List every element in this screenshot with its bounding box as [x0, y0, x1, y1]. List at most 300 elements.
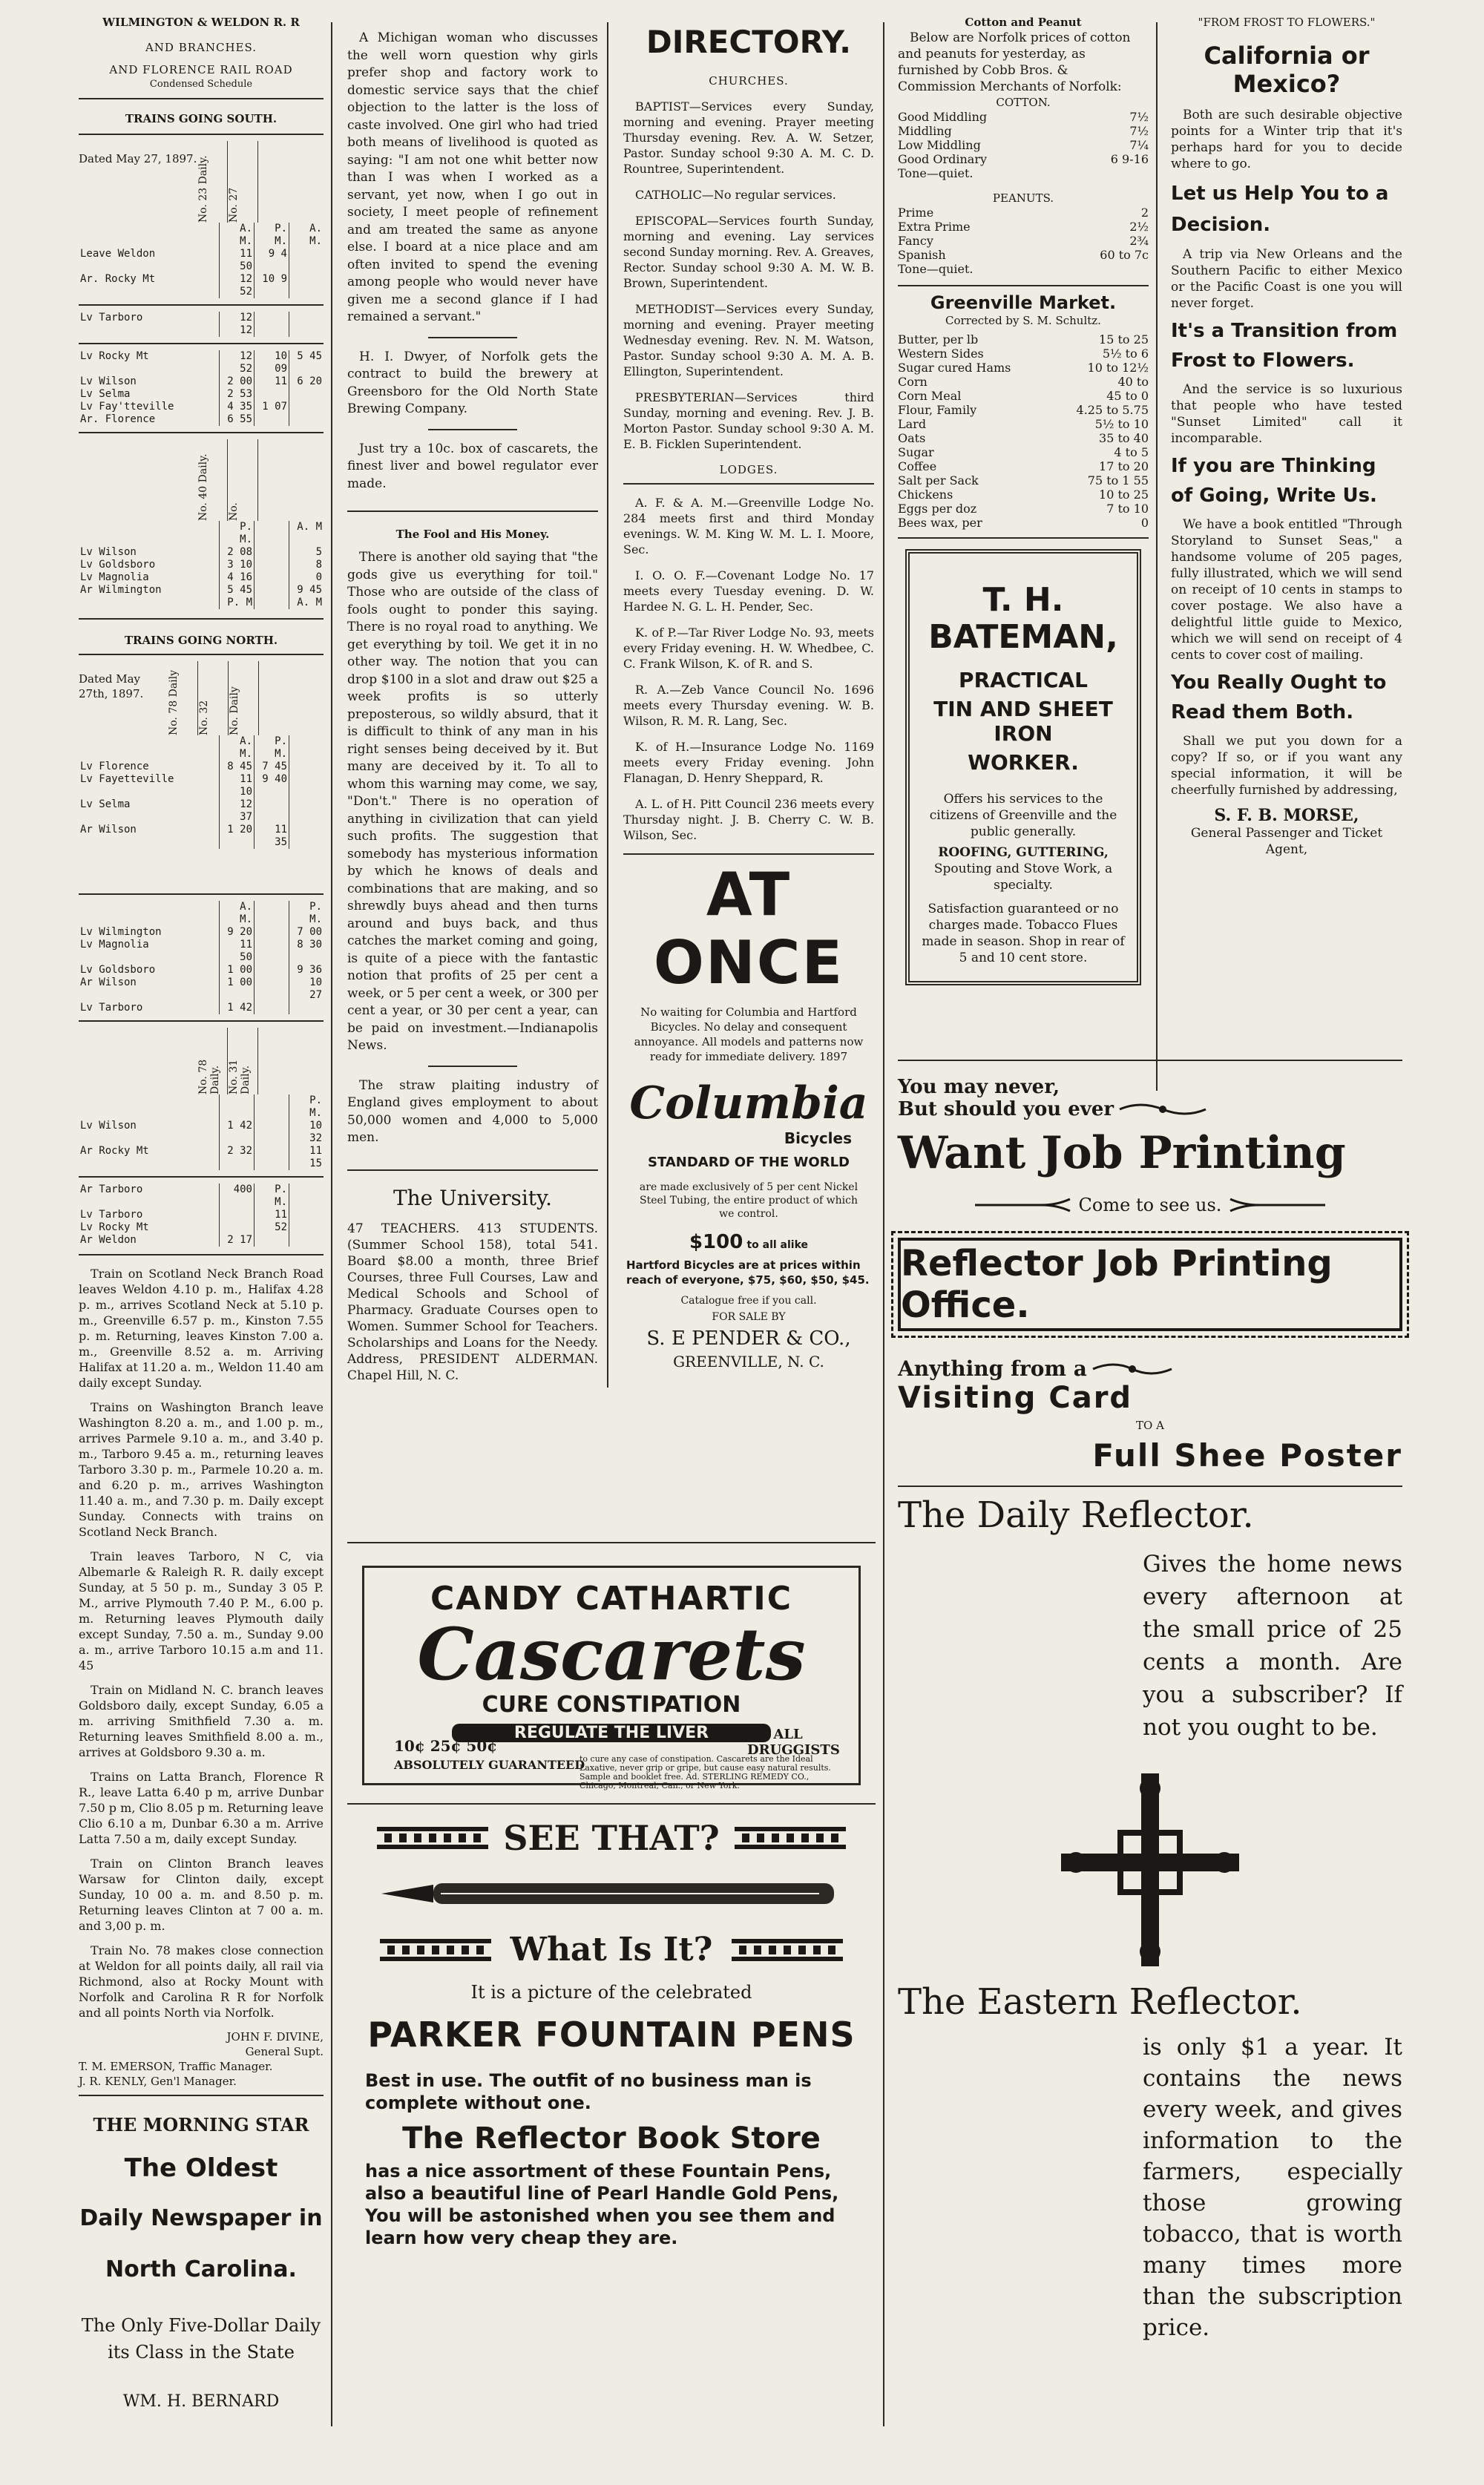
time-cell: 52 — [255, 1221, 289, 1234]
station-cell: Lv Wilson — [80, 1120, 137, 1132]
time-cell: 2 08 — [220, 546, 255, 559]
timetable-row — [79, 273, 324, 298]
station-cell — [79, 597, 220, 609]
timetable — [79, 1094, 324, 1170]
price-value: 7½ — [1129, 124, 1149, 138]
signature: T. M. EMERSON, Traffic Manager. — [79, 2060, 273, 2073]
price-value: 7¼ — [1129, 138, 1149, 152]
timetable-row — [79, 1184, 324, 1209]
time-cell: 12 52 — [220, 273, 255, 298]
station-cell — [79, 901, 220, 926]
timetable-row — [79, 1209, 324, 1221]
columbia-body: are made exclusively of 5 per cent Nickel Steel Tubing, the entire product of which we control. — [639, 1181, 858, 1220]
price-item: Lard — [898, 417, 927, 431]
daily-heading: The Daily Reflector. — [898, 1494, 1254, 1536]
bateman-body2: Satisfaction guaranteed or no charges made. Tobacco Flues made in season. Shop in rear of 5 and 10 cent store. — [922, 902, 1125, 965]
job-line-row — [898, 1098, 1402, 1120]
help-heading: Let us Help You to a Decision. — [1171, 183, 1389, 236]
cotton-heading: Cotton and Peanut — [965, 16, 1082, 29]
frost-banner: "FROM FROST TO FLOWERS." — [1198, 16, 1376, 29]
station-cell: Lv Goldsboro — [80, 964, 156, 976]
lodge-list — [623, 495, 874, 843]
catalog-line: Catalogue free if you call. — [680, 1295, 817, 1307]
atonce-body: No waiting for Columbia and Hartford Bicycles. No delay and consequent annoyance. All models and patterns now ready for immediate delivery. 1897 — [634, 1005, 864, 1063]
gmarket-heading: Greenville Market. — [930, 292, 1117, 313]
price-item: Middling — [898, 124, 952, 138]
notice-paragraph: Trains on Latta Branch, Florence R R., leave Latta 6.40 p m, arrive Dunbar 7.50 p m, Clio 8.05 p m. Returning leave Clio 6.10 a m, Dunbar 6.30 a m. Arrive Latta 7.50 a m, daily except Sunday. — [79, 1770, 324, 1846]
time-cell: 1 20 — [220, 824, 255, 849]
south-header — [79, 439, 324, 521]
time-cell — [289, 798, 324, 824]
what-is-it: What Is It? — [510, 1931, 713, 1969]
rr-sub: AND FLORENCE RAIL ROAD — [109, 63, 293, 76]
time-cell: 8 — [289, 559, 324, 571]
time-cell: 11 10 — [220, 773, 255, 798]
price-value: 60 to 7c — [1100, 248, 1149, 262]
time-cell — [289, 1209, 324, 1221]
timetable-row — [79, 546, 324, 559]
daily-body: Gives the home news every afternoon at the small price of 25 cents a month. Are you a subscriber? If not you ought to be. — [1143, 1551, 1402, 1741]
timetable-row — [79, 1145, 324, 1170]
time-cell — [255, 1145, 289, 1170]
station-cell: Lv Tarboro — [80, 1209, 143, 1221]
signature-title: General Supt. — [245, 2045, 324, 2058]
station-cell: Lv Wilson — [80, 375, 137, 387]
bookstore-heading: The Reflector Book Store — [402, 2121, 821, 2156]
forsale-line: FOR SALE BY — [712, 1311, 786, 1323]
time-cell: 2 53 — [220, 388, 255, 401]
star-line: its Class in the State — [108, 2342, 295, 2363]
time-cell: 2 32 — [220, 1145, 255, 1170]
price-item: Oats — [898, 431, 926, 445]
calmex-heading: California or Mexico? — [1204, 42, 1370, 98]
price-value: 5½ to 6 — [1102, 347, 1149, 361]
think-body: We have a book entitled "Through Storyland to Sunset Seas," a handsome volume of 205 pages, fully illustrated, which we will send on receipt of 10 cents in stamps to cover postage. We also have a delightful little guide to Mexico, which we will send on receipt of 4 cents to cover cost of mailing. — [1171, 517, 1402, 663]
bateman-name: T. H. BATEMAN, — [928, 581, 1118, 656]
transition-heading: It's a Transition from Frost to Flowers. — [1171, 320, 1398, 372]
price-row — [898, 375, 1149, 389]
time-cell — [289, 824, 324, 849]
notice-paragraph: I. O. O. F.—Covenant Lodge No. 17 meets every Tuesday evening. D. W. Hardee N. G. L. H. Pender, Sec. — [623, 568, 874, 614]
station-cell: Ar Wilmington — [80, 584, 162, 596]
col-num: No. 78 Daily. — [197, 1028, 228, 1094]
station-cell — [79, 735, 220, 761]
time-cell: A. M. — [220, 735, 255, 761]
col-num: No. 78 Daily — [168, 661, 198, 735]
decorative-border-icon — [732, 1939, 843, 1961]
morse-name: S. F. B. MORSE, — [1214, 806, 1359, 825]
time-cell — [255, 312, 289, 337]
time-cell — [255, 546, 289, 559]
time-cell: 11 35 — [255, 824, 289, 849]
to-a: TO A — [1136, 1419, 1164, 1432]
timetable-row — [79, 223, 324, 248]
time-cell: 8 30 — [289, 939, 324, 964]
time-cell: 1 00 — [220, 976, 255, 1002]
pender-name: S. E PENDER & CO., — [646, 1327, 851, 1350]
price-item: Low Middling — [898, 138, 981, 152]
star-line: Daily Newspaper in — [79, 2205, 323, 2231]
timetable-row — [79, 312, 324, 337]
timetable-row — [79, 1234, 324, 1247]
station-cell: Lv Tarboro — [80, 312, 143, 324]
price-item: Flour, Family — [898, 403, 977, 417]
timetable — [79, 312, 324, 337]
time-cell: 4 35 — [220, 401, 255, 413]
time-cell: 1 42 — [220, 1120, 255, 1145]
price-line — [623, 1231, 874, 1253]
cotton-intro: Below are Norfolk prices of cotton and peanuts for yesterday, as furnished by Cobb Bros. & Commission Merchants of Norfolk: — [898, 30, 1131, 94]
time-cell — [255, 1094, 289, 1120]
calmex-body: Both are such desirable objective points for a Winter trip that it's perhaps hard for you to decide where to go. — [1171, 108, 1402, 171]
time-cell: 10 9 — [255, 273, 289, 298]
price-value: 7 to 10 — [1106, 502, 1149, 516]
time-cell — [289, 388, 324, 401]
news-paragraph: Just try a 10c. box of cascarets, the finest liver and bowel regulator ever made. — [347, 441, 598, 491]
price-item: Bees wax, per — [898, 516, 982, 530]
station-cell: Ar Tarboro — [80, 1184, 143, 1195]
price-value: 2½ — [1129, 220, 1149, 234]
flourish-icon — [975, 1198, 1071, 1212]
morse-title: General Passenger and Ticket Agent, — [1190, 826, 1383, 857]
job-big: Want Job Printing — [898, 1127, 1346, 1179]
time-cell — [289, 1184, 324, 1209]
time-cell — [255, 926, 289, 939]
price-row — [898, 445, 1149, 459]
north-head: TRAINS GOING NORTH. — [124, 634, 278, 647]
timetable-row — [79, 926, 324, 939]
price-item: Western Sides — [898, 347, 984, 361]
fountain-pen-icon — [374, 1871, 849, 1916]
market-prices — [898, 332, 1149, 530]
cascarets-regulate: REGULATE THE LIVER — [452, 1724, 771, 1742]
col-num: No. Daily — [229, 661, 259, 735]
time-cell — [289, 1234, 324, 1247]
time-cell: P. M. — [220, 521, 255, 546]
col-num: No. 32 — [198, 661, 229, 735]
timetable-row — [79, 773, 324, 798]
price-item: Salt per Sack — [898, 473, 979, 488]
decorative-border-icon — [377, 1827, 488, 1849]
price-item: Eggs per doz — [898, 502, 977, 516]
directory-heading: DIRECTORY. — [646, 24, 852, 60]
price-row — [898, 403, 1149, 417]
time-cell: 9 45 — [289, 584, 324, 597]
price-value: 7½ — [1129, 110, 1149, 124]
time-cell: 4 16 — [220, 571, 255, 584]
price-value: 75 to 1 55 — [1087, 473, 1149, 488]
price-row — [898, 347, 1149, 361]
price-value: 40 to — [1117, 375, 1149, 389]
job-anything: Anything from a — [898, 1356, 1087, 1381]
cascarets-brand: Cascarets — [417, 1612, 806, 1696]
price-item: Coffee — [898, 459, 937, 473]
col-num: No. 27 — [228, 141, 258, 223]
station-cell — [79, 223, 220, 248]
time-cell: A. M. — [220, 901, 255, 926]
price-item: Sugar — [898, 445, 934, 459]
time-cell: 1 00 — [220, 964, 255, 976]
pen-best: Best in use. The outfit of no business man is complete without one. — [365, 2070, 812, 2113]
price-row — [898, 417, 1149, 431]
bateman-line: PRACTICAL — [959, 668, 1088, 692]
time-cell — [255, 939, 289, 964]
price-value: 4 to 5 — [1114, 445, 1149, 459]
notice-paragraph: K. of H.—Insurance Lodge No. 1169 meets every Friday evening. John Flanagan, D. Henry Sheppard, R. — [623, 740, 874, 785]
time-cell: A. M — [289, 597, 324, 609]
time-cell: P. M. — [289, 1094, 324, 1120]
signature: JOHN F. DIVINE, — [226, 2030, 324, 2044]
station-cell: Ar Weldon — [80, 1234, 137, 1246]
pen-ad — [347, 1811, 876, 2249]
price-row — [898, 459, 1149, 473]
station-cell: Lv Selma — [80, 388, 131, 400]
time-cell — [289, 312, 324, 337]
price-row — [898, 138, 1149, 152]
column-travel — [1171, 15, 1402, 858]
lodges-heading: LODGES. — [719, 463, 778, 476]
price-row — [898, 206, 1149, 220]
station-cell: Lv Rocky Mt — [80, 1221, 149, 1233]
time-cell — [289, 413, 324, 426]
time-cell: 400 — [220, 1184, 255, 1209]
column-rule — [607, 22, 608, 1388]
timetable-row — [79, 248, 324, 273]
station-cell: Lv Rocky Mt — [80, 350, 149, 362]
time-cell: 5 45 — [289, 350, 324, 375]
bateman-line: TIN AND SHEET IRON — [933, 697, 1113, 746]
notice-paragraph: Trains on Washington Branch leave Washington 8.20 a. m., and 1.00 p. m., arrives Parmele 9.10 a. m., and 3.40 p. m., Tarboro 9.45 a. m., returning leaves Tarboro 3.30 p. m., Parmele 10.20 a. m. and 6.20 p. m., arrives Washington 11.40 a. m., and 7.30 p. m. Daily except Sunday. Connects with trains on Scotland Neck Branch. — [79, 1400, 324, 1539]
standard-label: STANDARD OF THE WORLD — [648, 1155, 850, 1170]
column-railroad — [79, 15, 324, 2411]
timetable-row — [79, 901, 324, 926]
price-item: Extra Prime — [898, 220, 971, 234]
article-heading: The Fool and His Money. — [395, 528, 550, 541]
time-cell: 12 52 — [220, 350, 255, 375]
time-cell: 9 36 — [289, 964, 324, 976]
timetable-row — [79, 388, 324, 401]
rr-sub: AND BRANCHES. — [145, 41, 257, 54]
time-cell: A. M. — [220, 223, 255, 248]
time-cell: 9 20 — [220, 926, 255, 939]
think-heading: If you are Thinking of Going, Write Us. — [1171, 455, 1377, 507]
station-cell: Lv Magnolia — [80, 571, 149, 583]
timetable-row — [79, 1221, 324, 1234]
eastern-body: is only $1 a year. It contains the news every week, and gives information to the farmers, especially those growing tobacco, that is worth many times more than the subscription price. — [1143, 2034, 1402, 2341]
price-item: Chickens — [898, 488, 953, 502]
full-sheet-poster: Full Shee Poster — [1092, 1437, 1402, 1474]
time-cell: 10 32 — [289, 1120, 324, 1145]
decorative-border-icon — [380, 1939, 491, 1961]
pen-picture: It is a picture of the celebrated — [470, 1982, 752, 2003]
price-value: 10 to 25 — [1099, 488, 1149, 502]
rr-title: WILMINGTON & WELDON R. R — [102, 16, 300, 29]
time-cell — [289, 401, 324, 413]
bateman-body: Offers his services to the citizens of Greenville and the public generally. — [929, 792, 1117, 839]
job-line: But should you ever — [898, 1098, 1114, 1120]
time-cell: 11 — [255, 1209, 289, 1221]
notice-paragraph: K. of P.—Tar River Lodge No. 93, meets every Friday evening. H. W. Whedbee, C. C. Frank Wilson, K. of R. and S. — [623, 626, 874, 671]
station-cell: Lv Florence — [80, 761, 149, 772]
cascarets-guarantee-body: to cure any case of constipation. Cascarets are the Ideal Laxative, never grip or gripe, but cause easy natural results. Sample and booklet free. Ad. STERLING REMEDY CO., Chicago, Montreal, Can., or New York. — [580, 1754, 831, 1790]
time-cell — [255, 976, 289, 1002]
time-cell — [255, 798, 289, 824]
price-row — [898, 248, 1149, 262]
time-cell — [255, 597, 289, 609]
south-head: TRAINS GOING SOUTH. — [125, 112, 278, 125]
time-cell — [289, 248, 324, 273]
station-cell: Ar. Florence — [80, 413, 156, 425]
timetable-row — [79, 401, 324, 413]
station-cell: Ar. Rocky Mt — [80, 273, 156, 285]
star-line: The Oldest — [124, 2153, 278, 2183]
price-row — [898, 166, 1149, 180]
notice-paragraph: PRESBYTERIAN—Services third Sunday, morning and evening. Rev. J. B. Morton Pastor. Sunday school 9:30 A. M. E. B. Ficklen Superintendent. — [623, 390, 874, 451]
timetable — [79, 350, 324, 426]
time-cell: 11 50 — [220, 248, 255, 273]
notice-paragraph: Train No. 78 makes close connection at Weldon for all points daily, all rail via Richmond, also at Rocky Mount with Norfolk and Carolina R R for Norfolk and all points North via Norfolk. — [79, 1943, 324, 2020]
bateman-roofing: ROOFING, GUTTERING, — [938, 845, 1109, 860]
station-cell: Lv Magnolia — [80, 939, 149, 951]
timetable-row — [79, 521, 324, 546]
price-item: Corn — [898, 375, 928, 389]
ought-body: Shall we put you down for a copy? If so, or if you want any special information, it will be cheerfully furnished by addressing, — [1171, 734, 1402, 798]
station-cell: Lv Goldsboro — [80, 559, 156, 571]
time-cell — [255, 1234, 289, 1247]
visiting-card: Visiting Card — [898, 1381, 1133, 1415]
cascarets-druggists: ALL DRUGGISTS — [747, 1727, 840, 1758]
peanut-label: PEANUTS. — [992, 191, 1054, 205]
north-dated: Dated May 27th, 1897. — [79, 672, 144, 700]
timetable — [79, 901, 324, 1014]
what-row — [347, 1931, 876, 1969]
time-cell: 0 — [289, 571, 324, 584]
price-value: 0 — [1140, 516, 1149, 530]
notice-paragraph: R. A.—Zeb Vance Council No. 1696 meets every Thursday evening. W. B. Wilson, R. M. R. Lang, Sec. — [623, 683, 874, 728]
price-item: Good Ordinary — [898, 152, 988, 166]
price-item: Sugar cured Hams — [898, 361, 1011, 375]
signature: J. R. KENLY, Gen'l Manager. — [79, 2075, 237, 2088]
station-cell: Lv Fayetteville — [80, 773, 174, 785]
hartford-body: Hartford Bicycles are at prices within reach of everyone, $75, $60, $50, $45. — [626, 1258, 870, 1287]
univ-body: 47 TEACHERS. 413 STUDENTS. (Summer School 158), total 541. Board $8.00 a month, three Brief Courses, three Full Courses, Law and Medical Schools and School of Pharmacy. Graduate Courses open to Women. Summer School for Teachers. Scholarships and Loans for the Needy. Address, PRESIDENT ALDERMAN. Chapel Hill, N. C. — [347, 1221, 598, 1383]
time-cell — [220, 1209, 255, 1221]
gmarket-sub: Corrected by S. M. Schultz. — [945, 314, 1101, 327]
timetable-row — [79, 1094, 324, 1120]
time-cell — [289, 1221, 324, 1234]
timetable-row — [79, 584, 324, 597]
price-item: Butter, per lb — [898, 332, 979, 347]
notice-paragraph: Train leaves Tarboro, N C, via Albemarle & Raleigh R. R. daily except Sunday, at 5 50 p. m., Sunday 3 05 P. M., arrive Plymouth 7.40 P. M., 6.00 p. m. Returning leaves Plymouth daily except Sunday, 7.50 a. m., Sunday 9.00 a. m., arrive Tarboro 10.15 a.m and 11. 45 — [79, 1549, 324, 1672]
timetable-row — [79, 735, 324, 761]
notice-paragraph: Train on Midland N. C. branch leaves Goldsboro daily, except Sunday, 6.05 a m. arriving Smithfield 7.30 a. m. Returning leaves Smithfield 8.00 a. m., arrives at Goldsboro 9.30 a. m. — [79, 1683, 324, 1759]
price-row — [898, 234, 1149, 248]
station-cell — [79, 521, 220, 546]
time-cell — [289, 1002, 324, 1014]
time-cell — [255, 521, 289, 546]
peanut-prices — [898, 206, 1149, 276]
anything-row — [898, 1356, 1402, 1381]
transition-body: And the service is so luxurious that people who have tested "Sunset Limited" call it incomparable. — [1171, 382, 1402, 446]
timetable-row — [79, 559, 324, 571]
column-directory — [623, 15, 874, 1370]
station-cell: Ar Wilson — [80, 976, 137, 988]
price-item: Fancy — [898, 234, 933, 248]
time-cell — [255, 413, 289, 426]
cascarets-line: CANDY CATHARTIC — [430, 1580, 793, 1618]
flourish-icon — [1118, 1100, 1207, 1118]
time-cell — [289, 273, 324, 298]
time-cell — [255, 901, 289, 926]
time-cell: 1 42 — [220, 1002, 255, 1014]
price-row — [898, 389, 1149, 403]
article-body: There is another old saying that "the gods give us everything for toil." Those who are outside of the class of fools ought to ponder this saying. There is no royal road to anything. We get everything by toil. We get it in no other way. The notion that you can drop $100 in a slot and draw out $25 a week profits is so utterly preposterous, so wildly absurd, that it is difficult to think of any man in his right senses being deceived by it. But many are deceived by it. To all to whom this warning may come, we say, "Don't." There is no operation of anything in civilization that can yield such profits. The suggestion that somebody has mysterious information by which he knows of deals and combinations that are making, and so shrewdly buys ahead and then turns around and buys back, and thus catches the market coming and going, is quite of a piece with the fantastic notion that profits of 25 per cent a week, or 5 per cent a week, or 300 per cent a year, or 30 per cent a year, can be paid on investment.—Indianapolis News. — [347, 550, 598, 1053]
time-cell — [255, 584, 289, 597]
column-rule — [331, 22, 332, 2426]
timetable-row — [79, 597, 324, 609]
church-list — [623, 99, 874, 452]
flourish-icon — [1229, 1198, 1325, 1212]
time-cell — [255, 1002, 289, 1014]
rr-sub: Condensed Schedule — [149, 79, 253, 90]
star-line: The Only Five-Dollar Daily — [81, 2315, 321, 2336]
timetable-row — [79, 761, 324, 773]
price-value: 35 to 40 — [1099, 431, 1149, 445]
branch-notices — [79, 1266, 324, 2021]
time-cell — [289, 735, 324, 761]
help-body: A trip via New Orleans and the Southern Pacific to either Mexico or the Pacific Coast is one you will never forget. — [1171, 247, 1402, 311]
bateman-ad — [905, 549, 1141, 985]
station-cell: Lv Wilson — [80, 546, 137, 558]
decorative-border-icon — [735, 1827, 846, 1849]
column-markets — [898, 15, 1149, 985]
notice-paragraph: Train on Scotland Neck Branch Road leaves Weldon 4.10 p. m., Halifax 4.28 p. m., arrives Scotland Neck at 5.10 p. m., Greenville 6.57 p. m., Kinston 7.55 p. m. Returning, leaves Kinston 7.00 a. m., Greenville 8.52 a. m. Arriving Halifax at 11.20 a. m., Weldon 11.40 am daily except Sunday. — [79, 1267, 324, 1390]
notice-paragraph: EPISCOPAL—Services fourth Sunday, morning and evening. Lay services second Sunday morning. Rev. A. Greaves, Rector. Sunday school 9:30 A. M. W. B. Brown, Superintendent. — [623, 214, 874, 290]
col-num: No. 23 Daily. — [197, 141, 228, 223]
time-cell: 2 17 — [220, 1234, 255, 1247]
price-row — [898, 262, 1149, 276]
price-value: 5½ to 10 — [1094, 417, 1149, 431]
timetable-row — [79, 939, 324, 964]
ornament-cross-icon — [1061, 1773, 1239, 1966]
price-value: 17 to 20 — [1099, 459, 1149, 473]
time-cell — [255, 388, 289, 401]
come-row — [898, 1195, 1402, 1215]
news-paragraph: The straw plaiting industry of England gives employment to about 50,000 women and 4,000 to 5,000 men. — [347, 1077, 598, 1145]
cascarets-section — [347, 1536, 876, 1811]
see-that: SEE THAT? — [503, 1818, 720, 1858]
time-cell: 9 4 — [255, 248, 289, 273]
job-line: You may never, — [898, 1076, 1060, 1098]
job-office-box — [898, 1238, 1402, 1331]
atonce-heading: AT ONCE — [653, 860, 844, 997]
notice-paragraph: METHODIST—Services every Sunday, morning and evening. Prayer meeting Wednesday evening. Rev. N. M. Watson, Pastor. Sunday school 9:30 A. M. A. B. Ellington, Superintendent. — [623, 302, 874, 378]
price-value: 4.25 to 5.75 — [1076, 403, 1149, 417]
ought-heading: You Really Ought to Read them Both. — [1171, 672, 1387, 723]
star-line: North Carolina. — [105, 2256, 297, 2282]
price-row — [898, 516, 1149, 530]
time-cell: 11 — [255, 375, 289, 388]
price-value: 6 9-16 — [1110, 152, 1149, 166]
bookstore-body: has a nice assortment of these Fountain Pens, also a beautiful line of Pearl Handle Gold Pens, You will be astonished when you see them and learn how very cheap they are. — [365, 2161, 839, 2248]
time-cell — [289, 761, 324, 773]
parker-heading: PARKER FOUNTAIN PENS — [367, 2015, 856, 2055]
time-cell: 10 09 — [255, 350, 289, 375]
time-cell: 12 12 — [220, 312, 255, 337]
timetable-row — [79, 571, 324, 584]
notice-paragraph: A. F. & A. M.—Greenville Lodge No. 284 meets first and third Monday evenings. W. M. King W. M. L. I. Moore, Sec. — [623, 496, 874, 557]
price-row — [898, 110, 1149, 124]
